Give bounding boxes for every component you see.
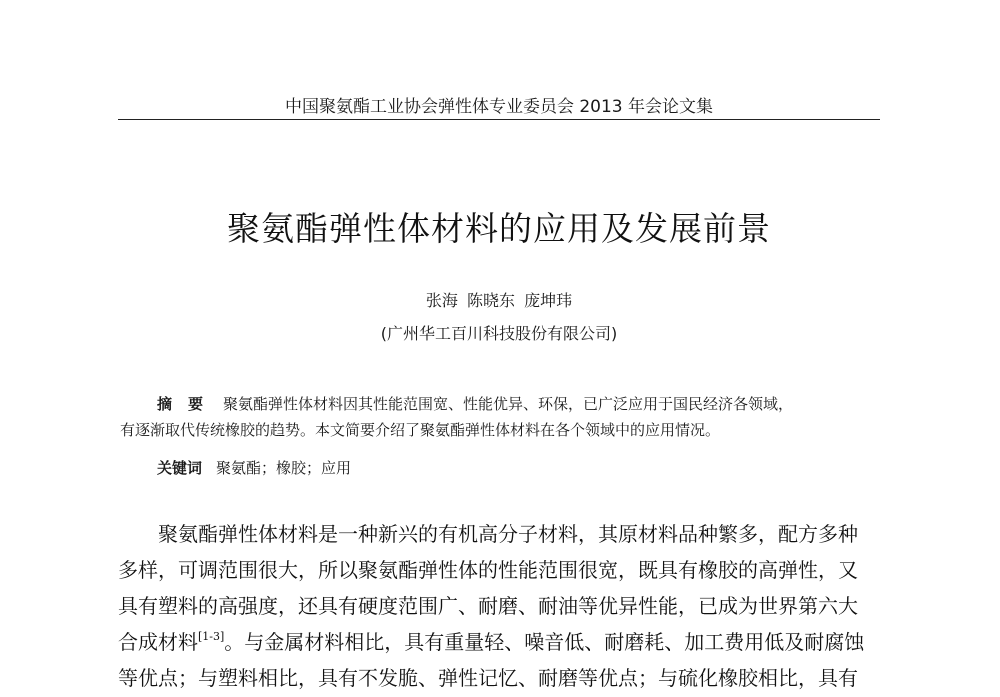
abstract-label: 摘要	[157, 395, 220, 413]
abstract-text-1: 聚氨酯弹性体材料因其性能范围宽、性能优异、环保，已广泛应用于国民经济各领域，	[223, 395, 794, 413]
citation-ref: [1-3]	[198, 630, 225, 643]
keywords	[157, 457, 351, 478]
body-line-5: 等优点；与塑料相比，具有不发脆、弹性记忆、耐磨等优点；与硫化橡胶相比，具有	[118, 666, 858, 690]
abstract	[120, 391, 884, 443]
authors: 张海 陈晓东 庞坤玮	[425, 291, 573, 310]
body-line-2: 多样，可调范围很大，所以聚氨酯弹性体的性能范围很宽，既具有橡胶的高弹性，又	[118, 558, 858, 582]
body-line-3: 具有塑料的高强度，还具有硬度范围广、耐磨、耐油等优异性能，已成为世界第六大	[118, 594, 858, 618]
abstract-line	[120, 391, 884, 417]
affiliation: (广州华工百川科技股份有限公司)	[380, 324, 618, 343]
keywords-value: 聚氨酯；橡胶；应用	[216, 459, 352, 477]
running-header: 中国聚氨酯工业协会弹性体专业委员会 2013 年会论文集	[284, 97, 714, 117]
body-paragraph	[118, 516, 882, 696]
abstract-text-2: 有逐渐取代传统橡胶的趋势。本文简要介绍了聚氨酯弹性体材料在各个领域中的应用情况。	[120, 421, 721, 439]
keywords-label: 关键词	[157, 459, 203, 477]
body-line-1: 聚氨酯弹性体材料是一种新兴的有机高分子材料，其原材料品种繁多，配方多种	[158, 522, 858, 546]
body-line-4-end: 。与金属材料相比，具有重量轻、噪音低、耐磨耗、加工费用低及耐腐蚀	[224, 630, 865, 654]
header-rule	[118, 119, 880, 120]
paper-title: 聚氨酯弹性体材料的应用及发展前景	[227, 209, 771, 248]
body-line-4	[118, 624, 882, 660]
body-line-4-start: 合成材料	[118, 630, 198, 654]
